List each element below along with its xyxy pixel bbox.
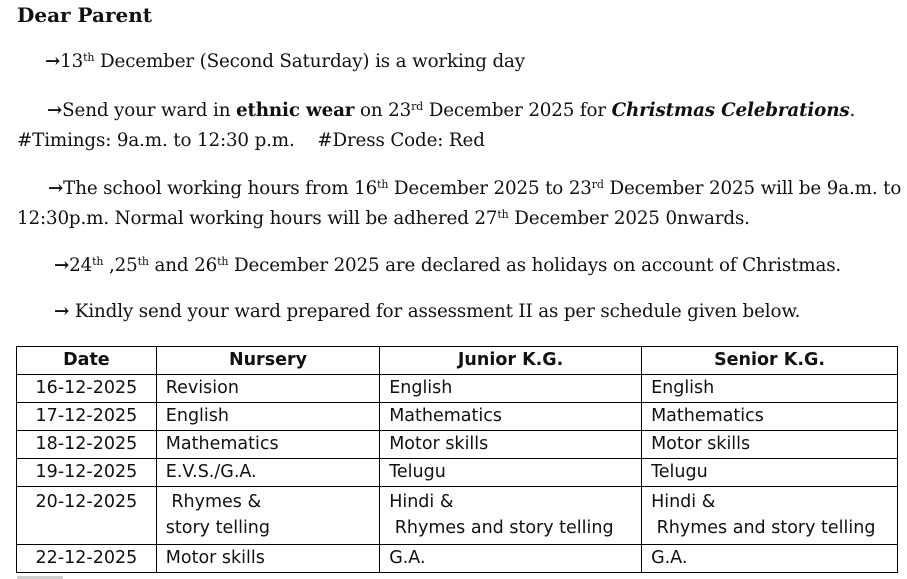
header-date: Date <box>17 347 157 375</box>
header-senior-kg: Senior K.G. <box>642 347 898 375</box>
senior-cell: Telugu <box>642 459 898 487</box>
notice-ethnic-wear: →Send your ward in ethnic wear on 23rd December 2025 for Christmas Celebrations. <box>47 100 856 121</box>
nursery-cell: Motor skills <box>156 545 379 573</box>
junior-cell: G.A. <box>380 545 642 573</box>
arrow-right-icon: → <box>47 100 63 121</box>
date-cell: 20-12-2025 <box>17 487 157 545</box>
junior-cell: Motor skills <box>380 431 642 459</box>
header-nursery: Nursery <box>156 347 379 375</box>
header-junior-kg: Junior K.G. <box>380 347 642 375</box>
nursery-cell: E.V.S./G.A. <box>156 459 379 487</box>
junior-cell: Telugu <box>380 459 642 487</box>
senior-cell: English <box>642 375 898 403</box>
notice-working-hours: →The school working hours from 16th December 2025 to 23rd December 2025 will be 9a.m. to <box>48 178 902 199</box>
notice-working-hours-cont: 12:30p.m. Normal working hours will be adhered 27th December 2025 0nwards. <box>17 208 750 229</box>
arrow-right-icon: → <box>54 255 70 276</box>
event-name: Christmas Celebrations <box>611 100 850 121</box>
assessment-schedule-table <box>16 346 898 573</box>
date-cell: 16-12-2025 <box>17 375 157 403</box>
senior-cell: Motor skills <box>642 431 898 459</box>
arrow-right-icon: → <box>48 178 64 199</box>
senior-cell: Mathematics <box>642 403 898 431</box>
greeting-heading: Dear Parent <box>17 3 153 27</box>
date-cell: 19-12-2025 <box>17 459 157 487</box>
table-row <box>17 545 898 573</box>
nursery-cell: Rhymes & story telling <box>156 487 379 545</box>
table-row <box>17 459 898 487</box>
date-cell: 18-12-2025 <box>17 431 157 459</box>
junior-cell: Hindi & Rhymes and story telling <box>380 487 642 545</box>
notice-working-day: →13th December (Second Saturday) is a working day <box>45 51 525 72</box>
nursery-cell: Revision <box>156 375 379 403</box>
arrow-right-icon: → <box>54 301 70 322</box>
table-header-row <box>17 347 898 375</box>
table-row <box>17 487 898 545</box>
senior-cell: Hindi & Rhymes and story telling <box>642 487 898 545</box>
nursery-cell: Mathematics <box>156 431 379 459</box>
table-row <box>17 431 898 459</box>
nursery-cell: English <box>156 403 379 431</box>
senior-cell: G.A. <box>642 545 898 573</box>
table-row <box>17 375 898 403</box>
date-cell: 22-12-2025 <box>17 545 157 573</box>
table-row <box>17 403 898 431</box>
arrow-right-icon: → <box>45 51 61 72</box>
notice-timings-dress-code: #Timings: 9a.m. to 12:30 p.m. #Dress Code: Red <box>17 130 485 151</box>
notice-holidays: →24th ,25th and 26th December 2025 are declared as holidays on account of Christmas. <box>54 255 842 276</box>
date-cell: 17-12-2025 <box>17 403 157 431</box>
junior-cell: Mathematics <box>380 403 642 431</box>
notice-assessment: → Kindly send your ward prepared for assessment II as per schedule given below. <box>54 301 801 322</box>
junior-cell: English <box>380 375 642 403</box>
